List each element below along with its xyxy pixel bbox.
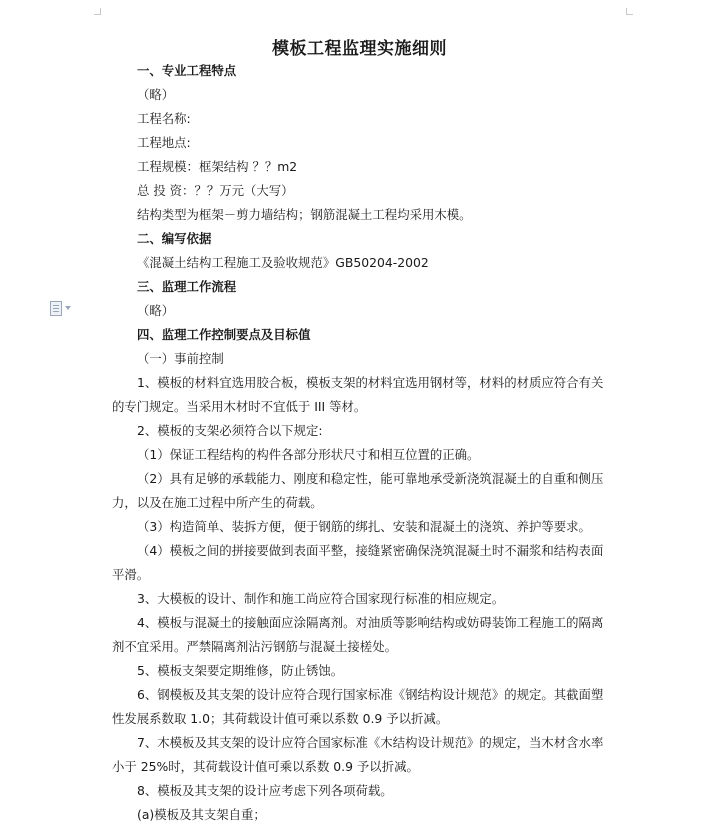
section-heading: 四、监理工作控制要点及目标值	[137, 327, 311, 342]
paragraph: 工程名称:	[137, 111, 191, 126]
paragraph: (a)模板及其支架自重；	[137, 807, 266, 822]
section-heading: 二、编写依据	[137, 231, 212, 246]
paragraph: 剂不宜采用。严禁隔离剂沾污钢筋与混凝土接槎处。	[112, 639, 397, 654]
paragraph: 6、钢模板及其支架的设计应符合现行国家标准《钢结构设计规范》的规定。其截面塑	[137, 687, 604, 702]
section-heading: 一、专业工程特点	[137, 63, 237, 78]
subsection-heading: （一）事前控制	[137, 351, 224, 366]
paragraph: （4）模板之间的拼接要做到表面平整，接缝紧密确保浇筑混凝土时不漏浆和结构表面	[137, 543, 604, 558]
paragraph: （1）保证工程结构的构件各部分形状尺寸和相互位置的正确。	[137, 447, 480, 462]
paragraph: （略）	[137, 87, 175, 102]
margin-corner-top-right	[626, 8, 633, 15]
paragraph: （3）构造简单、装拆方便，便于钢筋的绑扎、安装和混凝土的浇筑、养护等要求。	[137, 519, 591, 534]
paragraph: 工程规模：框架结构 ？？m2	[137, 159, 298, 174]
margin-corner-top-left	[94, 8, 101, 15]
paragraph: 8、模板及其支架的设计应考虑下列各项荷载。	[137, 783, 393, 798]
paragraph: 3、大模板的设计、制作和施工尚应符合国家现行标准的相应规定。	[137, 591, 505, 606]
paragraph: 力，以及在施工过程中所产生的荷载。	[112, 495, 323, 510]
chevron-down-icon	[65, 306, 71, 310]
paragraph: 小于 25%时，其荷载设计值可乘以系数 0.9 予以折减。	[112, 759, 419, 774]
paragraph: 工程地点:	[137, 135, 191, 150]
paragraph: （略）	[137, 303, 175, 318]
paragraph-menu-icon[interactable]	[50, 300, 80, 316]
document-title: 模板工程监理实施细则	[272, 39, 447, 59]
document-icon	[50, 301, 62, 316]
paragraph: 7、木模板及其支架的设计应符合国家标准《木结构设计规范》的规定，当木材含水率	[137, 735, 604, 750]
section-heading: 三、监理工作流程	[137, 279, 237, 294]
paragraph: 2、模板的支架必须符合以下规定:	[137, 423, 323, 438]
paragraph: （2）具有足够的承载能力、刚度和稳定性，能可靠地承受新浇筑混凝土的自重和侧压	[137, 471, 604, 486]
paragraph: 结构类型为框架－剪力墙结构；钢筋混凝土工程均采用木模。	[137, 207, 472, 222]
paragraph: 性发展系数取 1.0；其荷载设计值可乘以系数 0.9 予以折减。	[112, 711, 449, 726]
paragraph: 《混凝土结构工程施工及验收规范》GB50204-2002	[137, 255, 429, 270]
paragraph: 1、模板的材料宜选用胶合板，模板支架的材料宜选用钢材等，材料的材质应符合有关	[137, 375, 604, 390]
paragraph: 4、模板与混凝土的接触面应涂隔离剂。对油质等影响结构或妨碍装饰工程施工的隔离	[137, 615, 604, 630]
paragraph: 总 投 资：？？万元（大写）	[137, 183, 294, 198]
paragraph: 平滑。	[112, 567, 150, 582]
paragraph: 5、模板支架要定期维修，防止锈蚀。	[137, 663, 344, 678]
paragraph: 的专门规定。当采用木材时不宜低于 III 等材。	[112, 399, 367, 414]
